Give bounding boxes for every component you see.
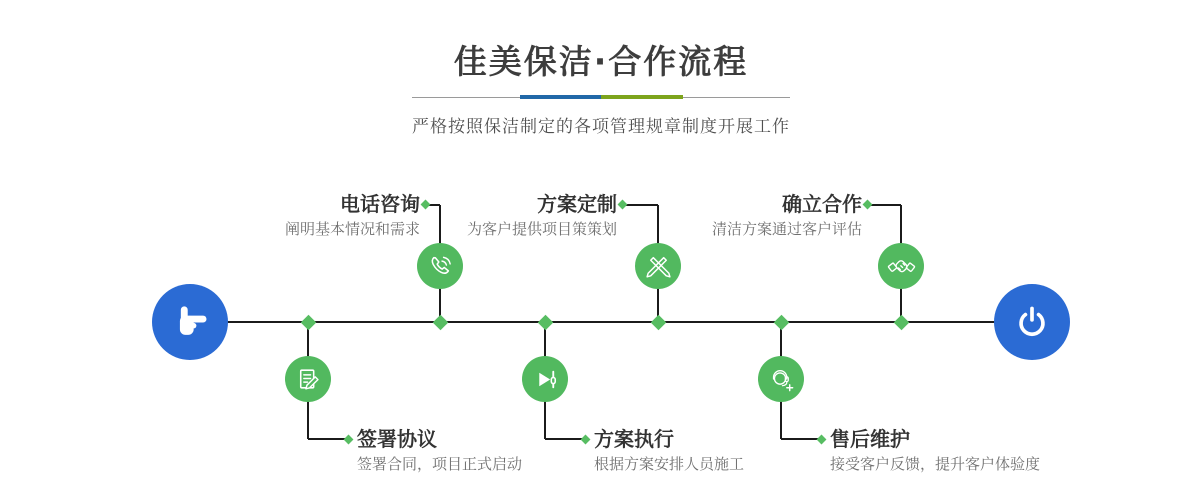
step-desc: 清洁方案通过客户评估 <box>711 220 862 238</box>
label-connector <box>871 204 901 206</box>
step-icon-circle <box>635 243 681 289</box>
contract-pencil-icon <box>294 365 323 394</box>
timeline-diamond <box>893 314 909 330</box>
step-label <box>285 192 420 239</box>
power-icon <box>1011 301 1053 343</box>
step-title: 签署协议 <box>357 427 437 451</box>
label-diamond <box>421 200 431 210</box>
label-diamond <box>581 434 591 444</box>
label-diamond <box>344 434 354 444</box>
step-icon-circle <box>285 356 331 402</box>
timeline-diamond <box>650 314 666 330</box>
step-label <box>467 192 617 239</box>
step-desc: 接受客户反馈，提升客户体验度 <box>830 455 1041 473</box>
title-divider <box>412 95 790 100</box>
step-label <box>830 427 1040 474</box>
timeline-diamond <box>300 314 316 330</box>
step-label <box>712 192 862 239</box>
end-node <box>994 284 1070 360</box>
timeline-diamond <box>537 314 553 330</box>
step-title: 方案定制 <box>537 192 617 216</box>
page-subtitle: 严格按照保洁制定的各项管理规章制度开展工作 <box>412 117 790 137</box>
label-diamond <box>618 200 628 210</box>
start-node <box>152 284 228 360</box>
label-connector <box>781 438 819 440</box>
divider-green-segment <box>601 95 683 99</box>
step-desc: 根据方案安排人员施工 <box>594 455 745 473</box>
phone-icon <box>426 252 455 281</box>
step-desc: 阐明基本情况和需求 <box>284 220 420 238</box>
step-title: 售后维护 <box>830 427 910 451</box>
step-desc: 为客户提供项目策策划 <box>466 220 617 238</box>
step-icon-circle <box>417 243 463 289</box>
step-label <box>594 427 744 474</box>
play-slider-icon <box>531 365 560 394</box>
step-title: 方案执行 <box>594 427 674 451</box>
step-title: 确立合作 <box>782 192 862 216</box>
step-icon-circle <box>522 356 568 402</box>
label-connector <box>545 438 583 440</box>
label-connector <box>308 438 346 440</box>
page-title: 佳美保洁·合作流程 <box>453 42 749 81</box>
step-icon-circle <box>758 356 804 402</box>
divider-blue-segment <box>520 95 601 99</box>
step-title: 电话咨询 <box>340 192 420 216</box>
label-connector <box>626 204 658 206</box>
step-label <box>357 427 522 474</box>
label-diamond <box>863 200 873 210</box>
handshake-icon <box>887 252 916 281</box>
pointing-hand-icon <box>168 300 212 344</box>
timeline-diamond <box>432 314 448 330</box>
timeline-diamond <box>773 314 789 330</box>
step-icon-circle <box>878 243 924 289</box>
crossed-pencils-icon <box>644 252 673 281</box>
label-diamond <box>817 434 827 444</box>
headset-support-icon <box>767 365 796 394</box>
step-desc: 签署合同，项目正式启动 <box>357 455 523 473</box>
